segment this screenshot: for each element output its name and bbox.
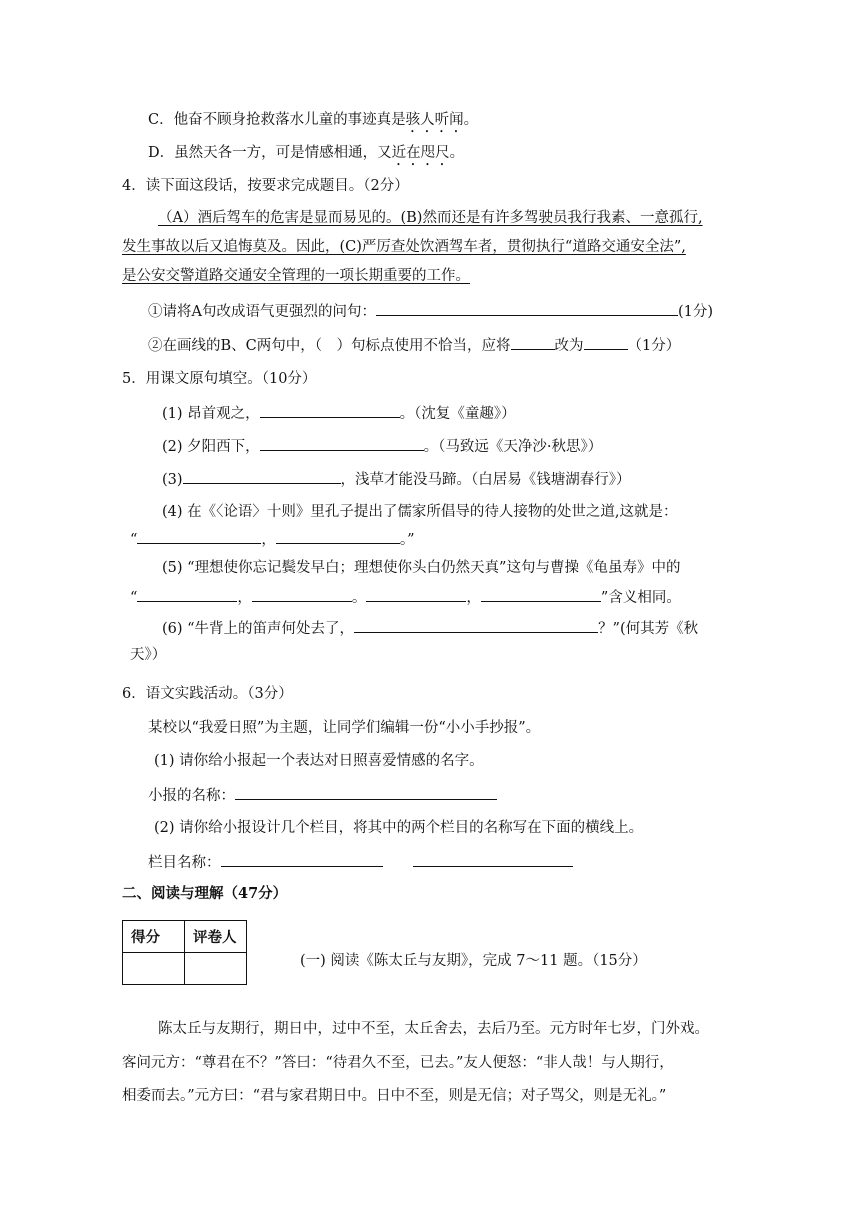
emphasis-dotted-text: 近在咫尺 <box>391 145 450 161</box>
answer-blank[interactable] <box>584 335 628 350</box>
q4-title: 4．读下面这段话，按要求完成题目。（2分） <box>122 178 409 194</box>
q6-columns-line: 栏目名称： <box>148 852 573 873</box>
score-header: 得分 <box>123 921 185 953</box>
q5-item-3: (3) ，浅草才能没马蹄。（白居易《钱塘湖春行》） <box>162 469 631 490</box>
answer-blank[interactable] <box>260 436 424 451</box>
passage-line: 客问元方：“尊君在不？”答曰：“待君久不至，已去。”友人便怒：“非人哉！与人期行， <box>122 1055 674 1071</box>
answer-blank[interactable] <box>481 587 601 602</box>
score-box <box>122 920 247 985</box>
q4-paragraph-line: （A）酒后驾车的危害是显而易见的。(B)然而还是有许多驾驶员我行我素、一意孤行, <box>158 210 703 226</box>
answer-blank[interactable] <box>413 852 573 867</box>
answer-blank[interactable] <box>511 335 555 350</box>
passage-line: 相委而去。”元方曰：“君与家君期日中。日中不至，则是无信；对子骂父，则是无礼。” <box>122 1088 667 1104</box>
q6-subquestion-2: (2) 请你给小报设计几个栏目，将其中的两个栏目的名称写在下面的横线上。 <box>154 820 644 836</box>
q4-paragraph-line: 发生事故以后又追悔莫及。因此，(C)严厉查处饮酒驾车者，贯彻执行“道路交通安全法”, <box>122 239 686 255</box>
q4-subquestion-2: ②在画线的B、C两句中，（ ）句标点使用不恰当，应将 改为 （1分） <box>148 335 680 356</box>
answer-blank[interactable] <box>376 301 678 316</box>
answer-blank[interactable] <box>235 785 497 800</box>
q4-paragraph-line: 是公安交警道路交通安全管理的一项长期重要的工作。 <box>122 268 470 284</box>
emphasis-dotted-text: 骇人听闻 <box>405 112 464 128</box>
score-cell[interactable] <box>123 953 185 985</box>
q5-item-5-line1: (5) “理想使你忘记鬓发早白；理想使你头白仍然天真”这句与曹操《龟虽寿》中的 <box>162 560 681 576</box>
answer-blank[interactable] <box>252 587 352 602</box>
q5-item-6-line2: 天》） <box>130 647 167 663</box>
section-2-heading: 二、阅读与理解（47分） <box>122 885 288 902</box>
q5-item-4-line2: “ ， 。” <box>130 529 415 550</box>
q5-item-1: (1) 昂首观之， 。（沈复《童趣》） <box>162 403 516 424</box>
answer-blank[interactable] <box>354 618 598 633</box>
grader-cell[interactable] <box>185 953 247 985</box>
answer-blank[interactable] <box>260 403 400 418</box>
answer-blank[interactable] <box>366 587 466 602</box>
reading-1-title: (一) 阅读《陈太丘与友期》，完成 7～11 题。（15分） <box>300 953 647 969</box>
answer-blank[interactable] <box>276 529 400 544</box>
q6-subquestion-1: (1) 请你给小报起一个表达对日照喜爱情感的名字。 <box>154 753 484 769</box>
q5-item-6-line1: (6) “牛背上的笛声何处去了， ？”(何其芳《秋 <box>162 618 698 639</box>
q4-subquestion-1: ①请将A句改成语气更强烈的问句： (1分) <box>148 301 713 322</box>
q3-option-d: D．虽然天各一方，可是情感相通，又近在咫尺。 <box>148 145 465 161</box>
q5-title: 5．用课文原句填空。（10分） <box>122 371 317 387</box>
q3-option-c: C．他奋不顾身抢救落水儿童的事迹真是骇人听闻。 <box>148 112 479 128</box>
q6-name-line: 小报的名称： <box>148 785 497 806</box>
passage-line: 陈太丘与友期行，期日中，过中不至，太丘舍去，去后乃至。元方时年七岁，门外戏。 <box>158 1021 709 1037</box>
grader-header: 评卷人 <box>185 921 247 953</box>
q6-intro: 某校以“我爱日照”为主题，让同学们编辑一份“小小手抄报”。 <box>148 720 541 736</box>
answer-blank[interactable] <box>183 469 341 484</box>
answer-blank[interactable] <box>221 852 383 867</box>
q6-title: 6．语文实践活动。（3分） <box>122 686 293 702</box>
q5-item-2: (2) 夕阳西下， 。（马致远《天净沙·秋思》） <box>162 436 602 457</box>
q5-item-5-line2: “ ， 。 ， ”含义相同。 <box>130 587 681 608</box>
q5-item-4-line1: (4) 在《〈论语〉十则》里孔子提出了儒家所倡导的待人接物的处世之道,这就是： <box>162 504 678 520</box>
answer-blank[interactable] <box>137 529 261 544</box>
answer-blank[interactable] <box>137 587 237 602</box>
